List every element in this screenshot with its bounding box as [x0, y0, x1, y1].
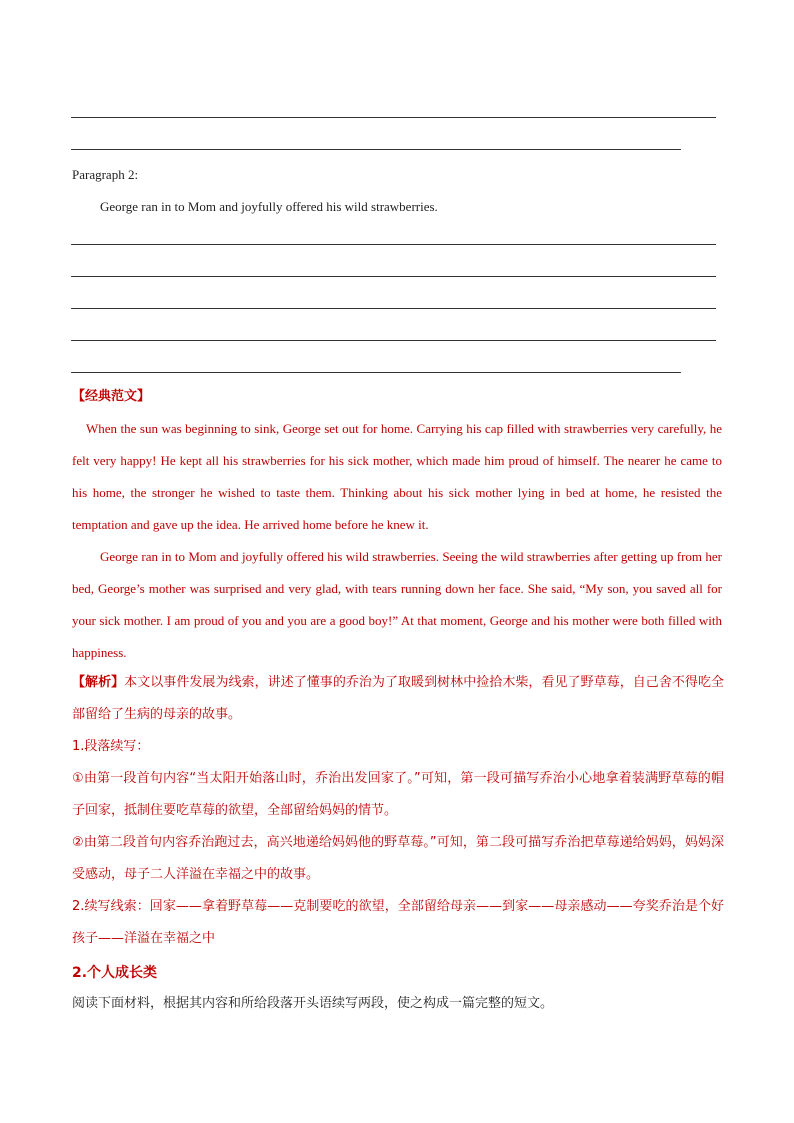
analysis-point1-title: 1.段落续写： [72, 739, 150, 754]
analysis-label: 【解析】 [72, 675, 125, 690]
model-essay-paragraph-2: George ran in to Mom and joyfully offered his wild strawberries. Seeing the wild strawberries after getting up from her bed, George’s mother was surprised and very glad, with tears running down her face. She said, “My son, you saved all for your sick mother. I am proud of you and you are a good boy!” At that moment, George and his mother were both filled with happiness. [72, 549, 722, 660]
section-heading: 2.个人成长类 [72, 965, 158, 981]
writing-line[interactable] [71, 244, 716, 245]
paragraph2-opening: George ran in to Mom and joyfully offered his wild strawberries. [100, 199, 438, 214]
model-essay [72, 413, 722, 669]
model-essay-heading-text: 【经典范文】 [72, 389, 151, 404]
analysis-point1-b: ②由第二段首句内容乔治跑过去，高兴地递给妈妈他的野草莓。”可知，第二段可描写乔治把草莓递给妈妈，妈妈深受感动，母子二人洋溢在幸福之中的故事。 [72, 835, 724, 882]
writing-line[interactable] [71, 340, 716, 341]
analysis-point1-a: ①由第一段首句内容“当太阳开始落山时，乔治出发回家了。”可知，第一段可描写乔治小心地拿着装满野草莓的帽子回家，抵制住要吃草莓的欲望，全部留给妈妈的情节。 [72, 771, 724, 818]
writing-line[interactable] [71, 276, 716, 277]
section-instruction: 阅读下面材料，根据其内容和所给段落开头语续写两段，使之构成一篇完整的短文。 [72, 996, 554, 1011]
paragraph2-label: Paragraph 2: [72, 167, 139, 182]
writing-line[interactable] [71, 308, 716, 309]
writing-line[interactable] [71, 117, 716, 118]
model-essay-paragraph-1: When the sun was beginning to sink, George set out for home. Carrying his cap filled with strawberries very carefully, he felt very happy! He kept all his strawberries for his sick mother, which made him proud of himself. The nearer he came to his home, the stronger he wished to taste them. Thinking about his sick mother lying in bed at home, he resisted the temptation and gave up the idea. He arrived home before he knew it. [72, 421, 722, 532]
analysis-intro [72, 667, 724, 731]
analysis-point2: 2.续写线索：回家——拿着野草莓——克制要吃的欲望，全部留给母亲——到家——母亲感动——夸奖乔治是个好孩子——洋溢在幸福之中 [72, 899, 724, 946]
writing-line[interactable] [71, 149, 681, 150]
analysis-intro-text: 本文以事件发展为线索，讲述了懂事的乔治为了取暖到树林中捡拾木柴，看见了野草莓，自己舍不得吃全部留给了生病的母亲的故事。 [72, 675, 724, 722]
model-essay-heading [72, 381, 724, 413]
writing-line[interactable] [71, 372, 681, 373]
